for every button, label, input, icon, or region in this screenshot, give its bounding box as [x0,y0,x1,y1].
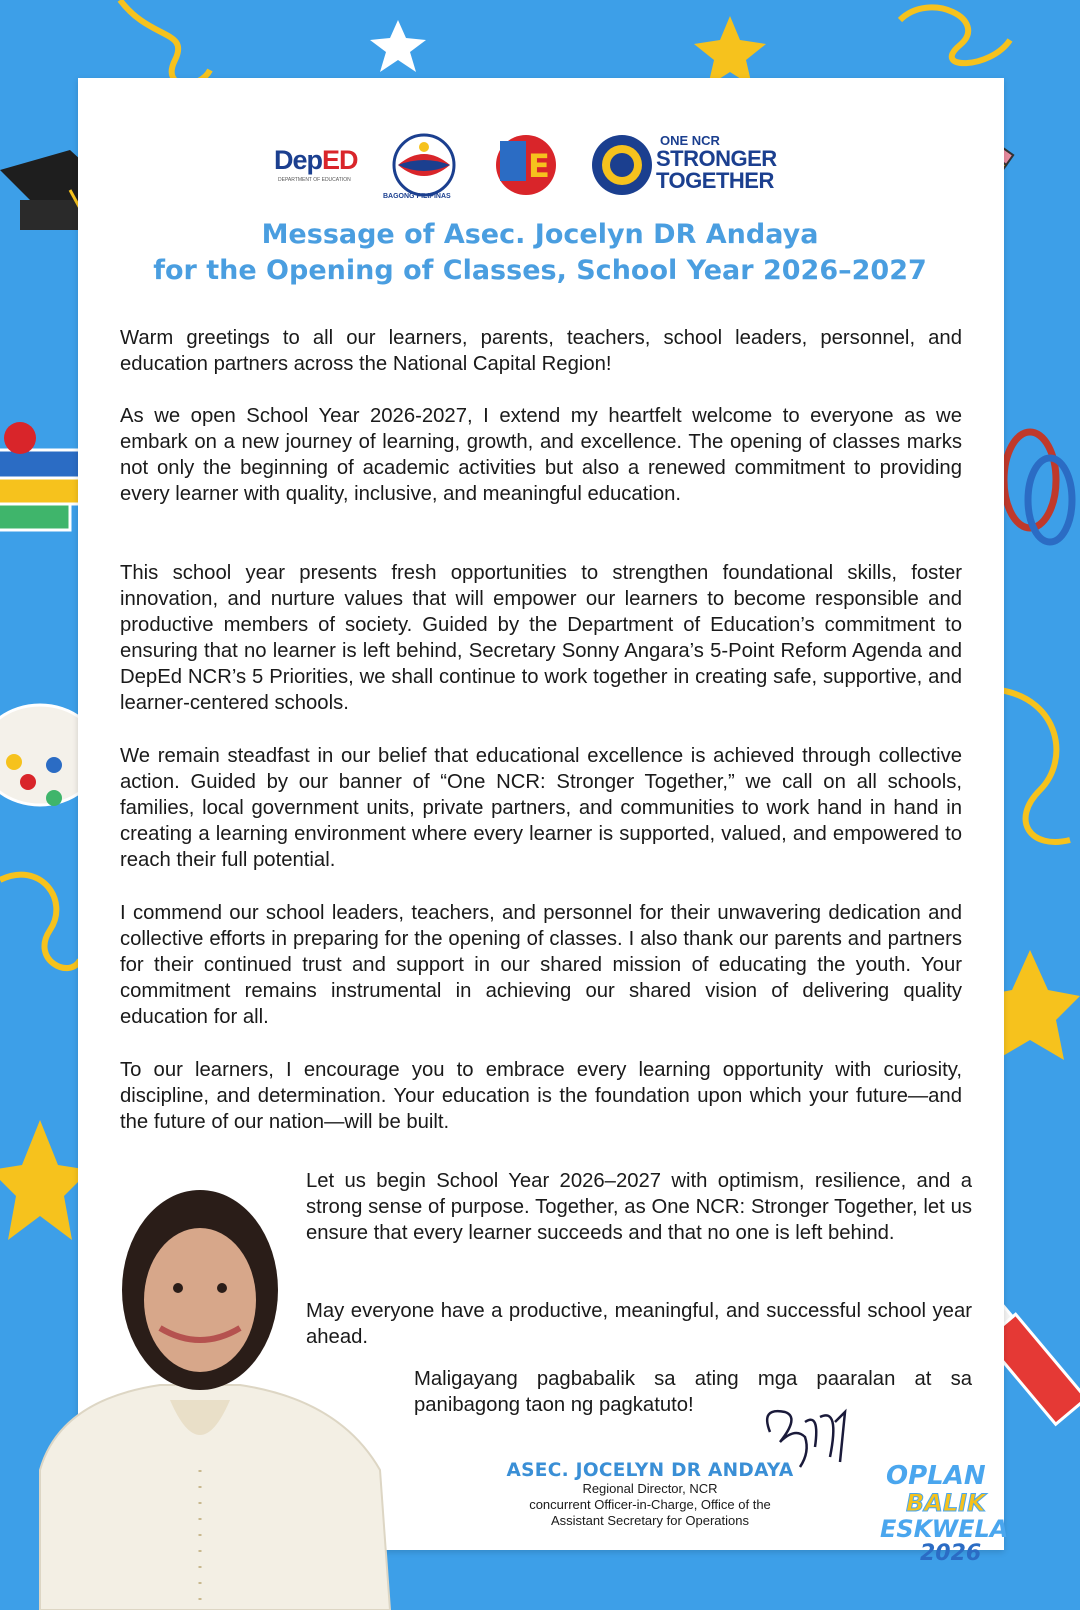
paragraph-welcome: As we open School Year 2026-2027, I extend my heartfelt welcome to everyone as we embark on a new journey of learning, growth, and excellence. The opening of classes marks not only the beginning of academic activities but also a renewed commitment to providing every learner with quality, inclusive, and meaningful education. [120,405,962,505]
paragraph-wishes: May everyone have a productive, meaningful, and successful school year ahead. [306,1300,972,1348]
deped-ncr-seal-logo [590,133,654,197]
bagong-pilipinas-text: BAGONG PILIPINAS [383,193,451,200]
paragraph-collective-action: We remain steadfast in our belief that educational excellence is achieved through collective action. Guided by our banner of “One NCR: Stronger Together,” we call on all schools, families, local government units, private partners, and communities to work hand in hand in creating a learning environment where every learner is supported, valued, and empowered to reach their full potential. [120,745,962,871]
signatory-block [440,1460,860,1529]
oplan-balik-eskwela-logo [492,131,560,199]
paragraph-learners: To our learners, I encourage you to embrace every learning opportunity with curiosity, discipline, and determination. Your education is the foundation upon which your future—and the future of our nation—will be built. [120,1059,962,1133]
svg-text:E: E [528,147,550,185]
ribbon-top-right [900,7,1010,63]
badge-line-oplan: OPLAN [886,1461,986,1491]
signatory-title-3: Assistant Secretary for Operations [551,1513,749,1528]
badge-line-eskwela: ESKWELA [880,1515,1009,1543]
paragraph-greetings: Warm greetings to all our learners, parents, teachers, school leaders, personnel, and education partners across the National Capital Region! [120,327,962,375]
deped-logo-suffix: ED [322,145,358,175]
page-title-line-1: Message of Asec. Jocelyn DR Andaya [261,219,819,250]
one-ncr-stronger-together-logo [656,133,806,203]
portrait-photo [0,1170,400,1610]
deped-logo-prefix: Dep [274,145,323,175]
star-top-right [694,16,766,86]
ribbon-left-mid [0,875,80,968]
paragraph-commendation: I commend our school leaders, teachers, and personnel for their unwavering dedication and collective efforts in preparing for the opening of classes. I also thank our parents and partners for their continued trust and support in our shared mission of educating the youth. Your commitment remains instrumental in achieving our shared vision of delivering quality education for all. [120,902,962,1028]
deped-logo-subtitle: DEPARTMENT OF EDUCATION [278,177,351,183]
paragraph-filipino-greeting: Maligayang pagbabalik sa ating mga paaralan at sa panibagong taon ng pagkatuto! [414,1368,972,1416]
badge-line-year: 2026 [920,1541,982,1566]
star-top-center [370,20,426,72]
logo-row [0,125,1080,200]
ribbon-top-left [120,0,210,84]
bagong-pilipinas-logo [392,133,456,197]
signatory-title-1: Regional Director, NCR [582,1481,718,1496]
books-apple-icon [0,422,90,530]
one-ncr-together: TOGETHER [656,168,774,193]
badge-line-balik: BALIK [906,1489,986,1517]
paragraph-begin-school-year: Let us begin School Year 2026–2027 with optimism, resilience, and a strong sense of purpose. Together, as One NCR: Stronger Together, let us ensure that every learner succeeds and that no one is left behind. [306,1170,972,1244]
paperclip-icon [1004,432,1072,542]
ribbon-right-mid [1000,690,1070,842]
signatory-name: ASEC. JOCELYN DR ANDAYA [506,1460,794,1481]
page-title-line-2: for the Opening of Classes, School Year 2026–2027 [153,255,927,286]
deped-logo [274,145,358,176]
one-ncr-stronger: STRONGER [656,146,777,171]
signatory-title-2: concurrent Officer-in-Charge, Office of the [529,1497,771,1512]
paragraph-opportunities: This school year presents fresh opportunities to strengthen foundational skills, foster innovation, and nurture values that will empower our learners to become responsible and productive members of society. Guided by the Department of Education’s commitment to ensuring that no learner is left behind, Secretary Sonny Angara’s 5-Point Reform Agenda and DepEd NCR’s 5 Priorities, we shall continue to work together in creating safe, supportive, and learner-centered schools. [120,562,962,714]
one-ncr-label: ONE NCR [660,133,720,148]
oplan-balik-eskwela-badge [880,1462,1040,1602]
